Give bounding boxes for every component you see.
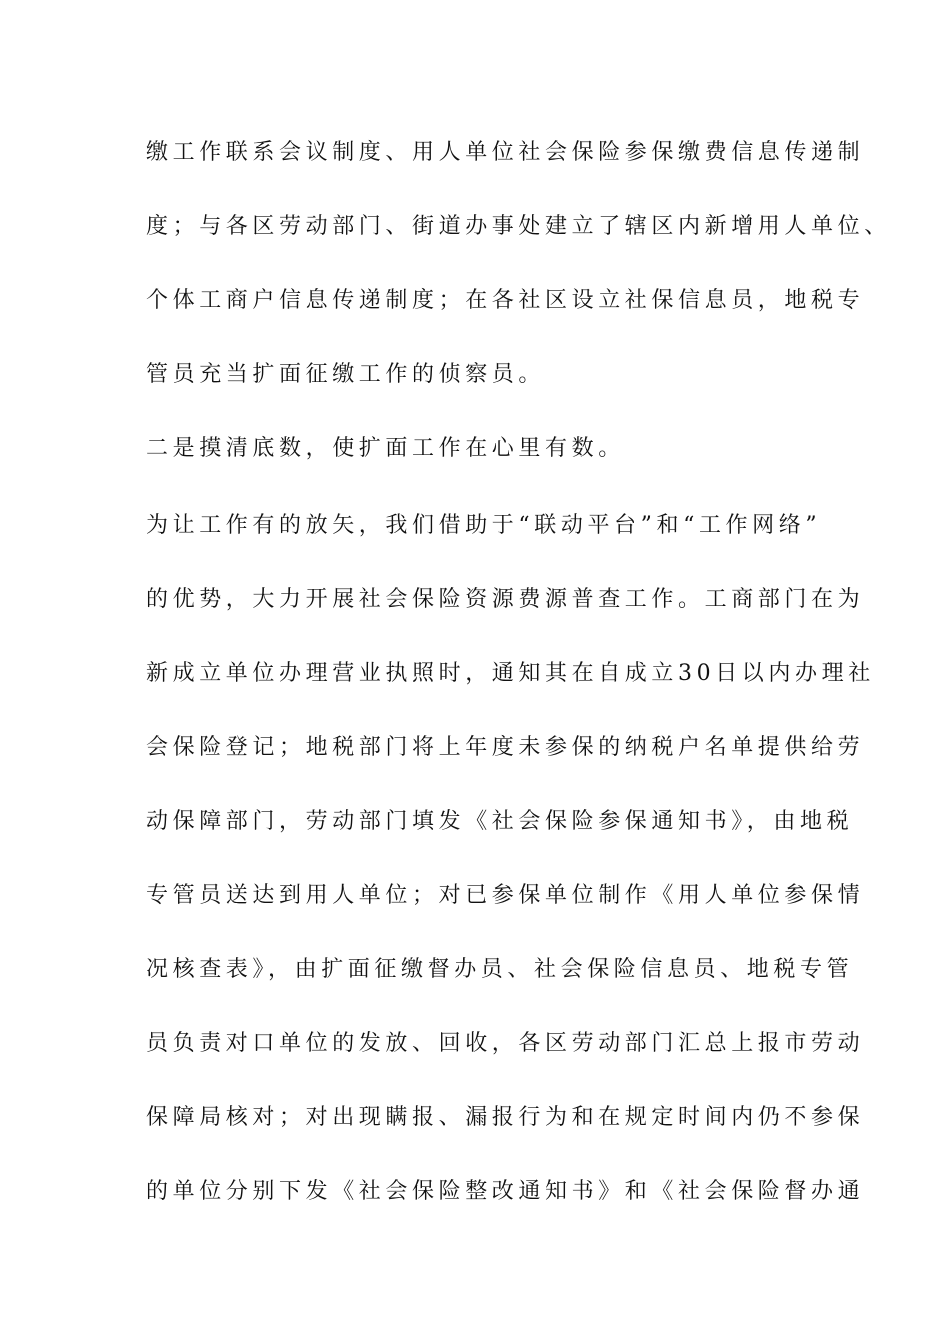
text-line: 的优势，大力开展社会保险资源费源普查工作。工商部门在为 — [146, 587, 865, 612]
text-line: 员负责对口单位的发放、回收，各区劳动部门汇总上报市劳动 — [146, 1031, 865, 1056]
text-line: 管员充当扩面征缴工作的侦察员。 — [146, 362, 546, 387]
section-heading: 二是摸清底数，使扩面工作在心里有数。 — [146, 436, 625, 461]
text-line: 新成立单位办理营业执照时，通知其在自成立30日以内办理社 — [146, 661, 875, 686]
text-line: 动保障部门，劳动部门填发《社会保险参保通知书》，由地税 — [146, 809, 854, 834]
text-line: 度；与各区劳动部门、街道办事处建立了辖区内新增用人单位、 — [146, 214, 891, 239]
text-line: 缴工作联系会议制度、用人单位社会保险参保缴费信息传递制 — [146, 140, 865, 165]
text-line: 保障局核对；对出现瞒报、漏报行为和在规定时间内仍不参保 — [146, 1105, 865, 1130]
text-line: 个体工商户信息传递制度；在各社区设立社保信息员，地税专 — [146, 288, 865, 313]
text-line: 会保险登记；地税部门将上年度未参保的纳税户名单提供给劳 — [146, 735, 865, 760]
text-line: 专管员送达到用人单位；对已参保单位制作《用人单位参保情 — [146, 883, 865, 908]
text-line: 为让工作有的放矢，我们借助于“联动平台”和“工作网络” — [146, 513, 822, 538]
text-line: 况核查表》，由扩面征缴督办员、社会保险信息员、地税专管 — [146, 957, 854, 982]
text-line: 的单位分别下发《社会保险整改通知书》和《社会保险督办通 — [146, 1179, 865, 1204]
